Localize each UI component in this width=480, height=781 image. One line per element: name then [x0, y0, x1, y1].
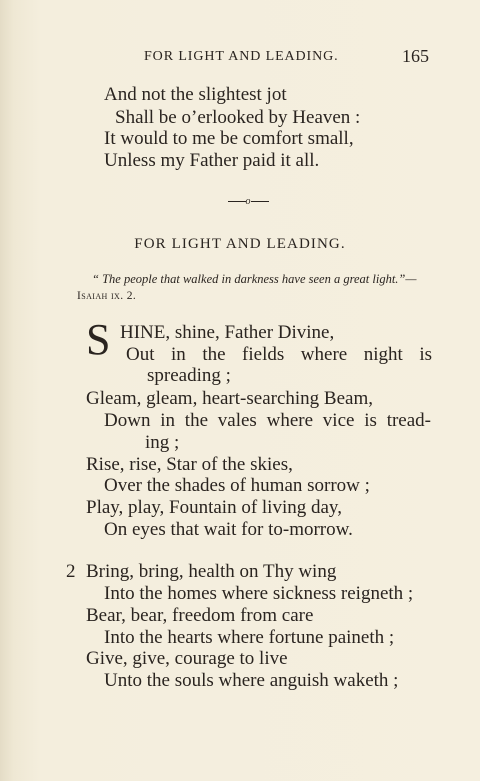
- poem-line: And not the slightest jot: [104, 84, 287, 105]
- hymn-title: FOR LIGHT AND LEADING.: [134, 236, 346, 252]
- poem-line: Bear, bear, freedom from care: [86, 605, 314, 626]
- poem-line: Play, play, Fountain of living day,: [86, 497, 342, 518]
- running-title: FOR LIGHT AND LEADING.: [144, 49, 339, 64]
- poem-line: Out in the fields where night is: [126, 344, 432, 365]
- poem-line: Into the hearts where fortune paineth ;: [104, 627, 395, 648]
- section-divider: [218, 196, 278, 210]
- divider-rule: [251, 201, 269, 202]
- divider-mark: o: [245, 196, 251, 207]
- poem-line: Give, give, courage to live: [86, 648, 288, 669]
- poem-line: Down in the vales where vice is tread-: [104, 410, 431, 431]
- poem-line: It would to me be comfort small,: [104, 128, 354, 149]
- epigraph-quote: “ The people that walked in darkness have seen a great light.”—: [92, 272, 417, 286]
- poem-line: Unto the souls where anguish waketh ;: [104, 670, 399, 691]
- stanza-number: 2: [66, 561, 76, 582]
- epigraph-citation: Isaiah ix. 2.: [77, 290, 137, 302]
- epigraph: [92, 272, 417, 287]
- poem-line: ing ;: [145, 432, 180, 453]
- divider-rule: [228, 201, 246, 202]
- poem-line: On eyes that wait for to-morrow.: [104, 519, 353, 540]
- poem-line: Over the shades of human sorrow ;: [104, 475, 370, 496]
- poem-line: HINE, shine, Father Divine,: [120, 322, 335, 343]
- poem-line: Rise, rise, Star of the skies,: [86, 454, 293, 475]
- poem-line: Unless my Father paid it all.: [104, 150, 320, 171]
- poem-line: Bring, bring, health on Thy wing: [86, 561, 337, 582]
- poem-line: Shall be o’erlooked by Heaven :: [115, 107, 361, 128]
- poem-line: Into the homes where sickness reigneth ;: [104, 583, 414, 604]
- running-head: [0, 46, 480, 68]
- poem-line: spreading ;: [147, 365, 231, 386]
- drop-cap: S: [86, 315, 111, 364]
- page-number: 165: [402, 46, 429, 66]
- poem-line: Gleam, gleam, heart-searching Beam,: [86, 388, 373, 409]
